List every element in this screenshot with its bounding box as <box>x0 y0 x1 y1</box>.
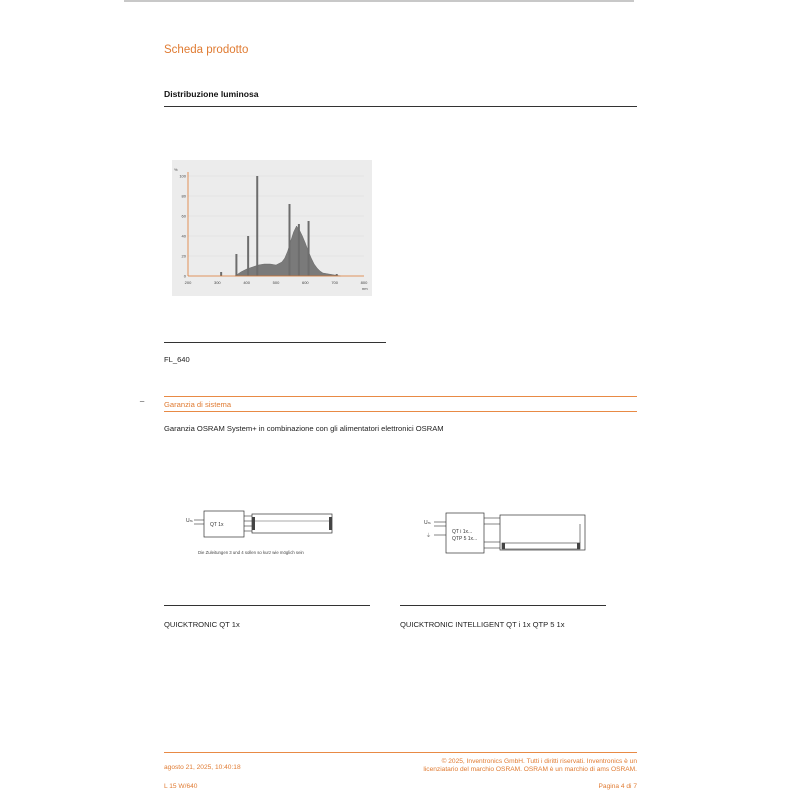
spectral-peak <box>220 272 222 276</box>
chart-caption-rule <box>164 342 386 343</box>
x-tick-label: 600 <box>301 280 309 285</box>
page-title: Scheda prodotto <box>164 44 249 56</box>
lamp-cap-left <box>502 543 505 549</box>
x-axis-label: nm <box>362 286 368 291</box>
footer-date: agosto 21, 2025, 10:40:18 <box>164 764 241 771</box>
warranty-bottom-rule <box>164 411 637 412</box>
caption-rule-right <box>400 605 606 606</box>
lamp-cap-right <box>329 517 332 530</box>
warranty-top-rule <box>164 396 637 397</box>
lamp-tube <box>502 543 580 549</box>
lamp-cap-left <box>252 517 255 530</box>
ground-label: ⏚ <box>426 533 432 539</box>
x-tick-label: 700 <box>331 280 339 285</box>
x-tick-label: 300 <box>213 280 221 285</box>
y-tick-label: 60 <box>181 213 186 219</box>
x-tick-label: 800 <box>360 280 368 285</box>
spectral-peak <box>235 254 237 276</box>
ballast-label-1: QT i 1x... <box>452 529 473 535</box>
footer-rule <box>164 752 637 753</box>
spectral-peak <box>256 176 258 276</box>
x-tick-label: 200 <box>184 280 192 285</box>
chart-caption: FL_640 <box>164 355 190 364</box>
spectral-peak <box>288 204 290 276</box>
dash-marker: _ <box>140 393 145 402</box>
heading-rule <box>164 106 637 107</box>
y-tick-label: 80 <box>181 193 186 199</box>
input-voltage-label: Uₘ <box>424 520 431 526</box>
ballast-label: QT 1x <box>210 522 224 528</box>
warranty-title: Garanzia di sistema <box>164 400 232 409</box>
wiring-note: Die Zuleitungen 3 und 4 sollen so kurz wie möglich sein <box>198 550 304 555</box>
wiring-diagram-qt <box>180 505 360 565</box>
y-tick-label: 0 <box>183 273 186 279</box>
y-tick-label: 20 <box>181 253 186 259</box>
lamp-cap-right <box>577 543 580 549</box>
spectral-peak <box>247 236 249 276</box>
top-rule <box>124 0 634 2</box>
input-voltage-label: Uₘ <box>186 518 193 524</box>
light-distribution-heading: Distribuzione luminosa <box>164 89 259 99</box>
x-tick-label: 400 <box>243 280 251 285</box>
spectral-distribution-chart <box>172 160 372 296</box>
footer-copyright-2: licenziatario del marchio OSRAM. OSRAM è un marchio di ams OSRAM. <box>423 766 637 773</box>
y-tick-label: 100 <box>179 173 186 179</box>
wiring-diagram-qti <box>420 508 600 558</box>
caption-rule-left <box>164 605 370 606</box>
footer-copyright-1: © 2025, Inventronics GmbH. Tutti i diritti riservati. Inventronics è un <box>441 758 637 765</box>
x-tick-label: 500 <box>272 280 280 285</box>
footer-page: Pagina 4 di 7 <box>598 783 637 790</box>
ballast-label-2: QTP 5 1x... <box>452 536 478 542</box>
y-axis-label: % <box>174 167 178 172</box>
spectral-peak <box>298 224 300 276</box>
caption-quicktronic-qt: QUICKTRONIC QT 1x <box>164 620 240 629</box>
warranty-text: Garanzia OSRAM System+ in combinazione con gli alimentatori elettronici OSRAM <box>164 424 444 433</box>
footer-product: L 15 W/640 <box>164 783 198 790</box>
lamp-tube <box>252 514 332 533</box>
y-tick-label: 40 <box>181 233 186 239</box>
spectral-peak <box>308 221 310 276</box>
caption-quicktronic-intelligent: QUICKTRONIC INTELLIGENT QT i 1x QTP 5 1x <box>400 620 565 629</box>
